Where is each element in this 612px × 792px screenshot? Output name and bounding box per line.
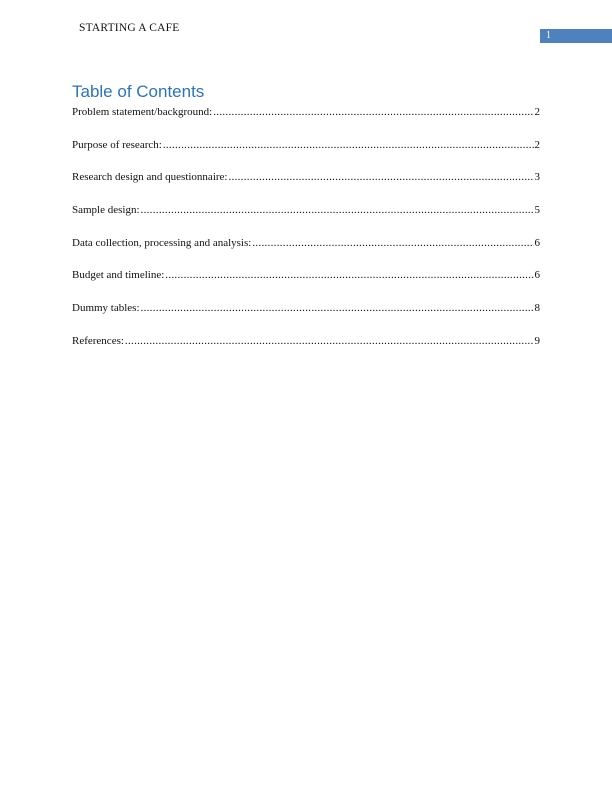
toc-list	[72, 106, 540, 348]
dot-leader	[141, 204, 534, 217]
toc-entry-purpose-of-research[interactable]	[72, 139, 540, 152]
dot-leader	[228, 171, 533, 184]
toc-entry-problem-statement[interactable]	[72, 106, 540, 119]
toc-entry-label: Sample design:	[72, 204, 140, 217]
toc-entry-page: 5	[534, 204, 540, 217]
toc-entry-data-collection[interactable]	[72, 237, 540, 250]
toc-entry-page: 6	[534, 236, 540, 249]
toc-entry-label: References:	[72, 334, 124, 347]
toc-entry-label: Research design and questionnaire:	[72, 171, 228, 184]
toc-entry-label: Problem statement/background:	[72, 106, 213, 118]
toc-entry-dummy-tables[interactable]	[72, 302, 540, 315]
toc-title: Table of Contents	[72, 82, 205, 101]
toc-entry-label: Purpose of research:	[72, 138, 162, 151]
dot-leader	[213, 106, 533, 119]
dot-leader	[125, 335, 534, 348]
table-of-contents	[72, 82, 540, 368]
toc-entry-page: 8	[534, 302, 540, 315]
page-number-badge: 1	[540, 29, 612, 43]
toc-entry-budget-timeline[interactable]	[72, 269, 540, 282]
toc-entry-label: Dummy tables:	[72, 302, 140, 315]
toc-entry-page: 3	[534, 171, 540, 184]
dot-leader	[165, 269, 533, 282]
toc-entry-sample-design[interactable]	[72, 204, 540, 217]
toc-entry-page: 6	[534, 269, 540, 282]
toc-entry-page: 2	[534, 138, 540, 151]
running-head: STARTING A CAFE	[79, 22, 180, 34]
toc-entry-label: Budget and timeline:	[72, 269, 165, 282]
toc-entry-research-design[interactable]	[72, 171, 540, 184]
toc-entry-label: Data collection, processing and analysis:	[72, 236, 252, 249]
dot-leader	[163, 139, 534, 152]
dot-leader	[252, 237, 533, 250]
dot-leader	[141, 302, 534, 315]
toc-entry-page: 9	[534, 334, 540, 347]
toc-entry-page: 2	[534, 106, 540, 118]
toc-entry-references[interactable]	[72, 335, 540, 348]
